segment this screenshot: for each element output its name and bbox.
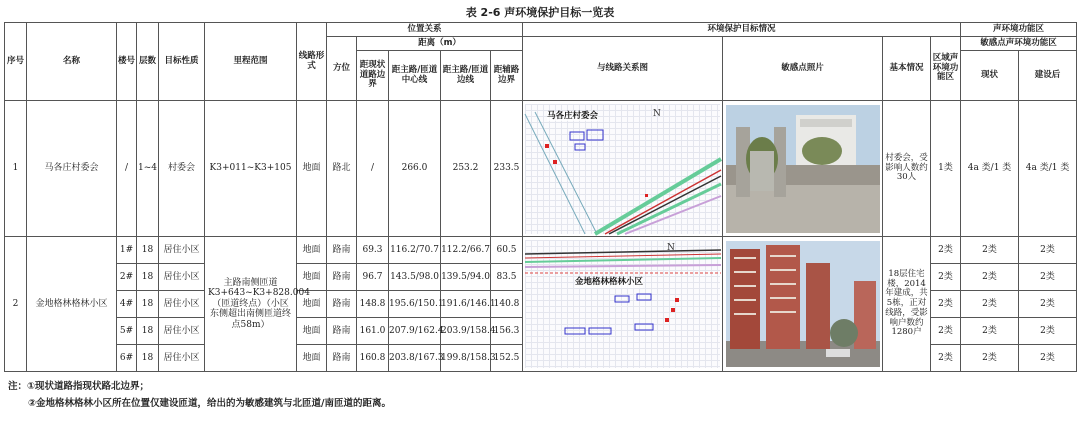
relation-map-cell — [523, 101, 723, 237]
cell-d1: 160.8 — [357, 345, 389, 372]
protection-target-table — [4, 22, 1077, 372]
cell-d3: 139.5/94.0 — [441, 264, 491, 291]
cell-current: 2类 — [961, 318, 1019, 345]
cell-building: 2# — [117, 264, 137, 291]
relation-map-image — [525, 240, 720, 368]
map-label: 金地格林格林小区 — [575, 277, 644, 287]
cell-nature: 居住小区 — [159, 264, 205, 291]
cell-d2: 116.2/70.7 — [389, 237, 441, 264]
cell-zone: 1类 — [931, 101, 961, 237]
cell-direction: 路南 — [327, 237, 357, 264]
table-title: 表 2-6 声环境保护目标一览表 — [465, 6, 615, 19]
header-env-group: 环境保护目标情况 — [523, 23, 961, 37]
cell-floors: 18 — [137, 237, 159, 264]
cell-seq: 1 — [5, 101, 27, 237]
header-d2: 距主路/匝道中心线 — [389, 51, 441, 101]
cell-after: 2类 — [1019, 345, 1077, 372]
cell-d1: 161.0 — [357, 318, 389, 345]
header-road-form: 线路形式 — [297, 23, 327, 101]
header-building: 楼号 — [117, 23, 137, 101]
cell-zone: 2类 — [931, 264, 961, 291]
cell-after: 2类 — [1019, 291, 1077, 318]
cell-d1: 148.8 — [357, 291, 389, 318]
cell-nature: 居住小区 — [159, 345, 205, 372]
cell-direction: 路北 — [327, 101, 357, 237]
cell-floors: 1~4 — [137, 101, 159, 237]
relation-map-image — [525, 104, 720, 234]
cell-basic: 村委会，受影响人数约30人 — [883, 101, 931, 237]
cell-building: 6# — [117, 345, 137, 372]
cell-building: 5# — [117, 318, 137, 345]
header-name: 名称 — [27, 23, 117, 101]
header-func-group: 声环境功能区 — [961, 23, 1077, 37]
photo-cell — [723, 237, 883, 372]
cell-nature: 居住小区 — [159, 237, 205, 264]
header-d1: 距现状道路边界 — [357, 51, 389, 101]
header-photo: 敏感点照片 — [723, 37, 883, 101]
cell-d4: 156.3 — [491, 318, 523, 345]
cell-d1: 96.7 — [357, 264, 389, 291]
road-alignment-drawing — [525, 240, 721, 368]
header-current: 现状 — [961, 51, 1019, 101]
cell-building: 1# — [117, 237, 137, 264]
map-label: 马各庄村委会 — [547, 110, 599, 121]
cell-d1: 69.3 — [357, 237, 389, 264]
cell-zone: 2类 — [931, 345, 961, 372]
cell-floors: 18 — [137, 264, 159, 291]
table-notes — [8, 378, 391, 412]
cell-basic: 18层住宅楼，2014年建成，共5栋，正对线路，受影响户数约1280户 — [883, 237, 931, 372]
cell-road-form: 地面 — [297, 318, 327, 345]
cell-d4: 152.5 — [491, 345, 523, 372]
cell-direction: 路南 — [327, 264, 357, 291]
road-alignment-drawing — [525, 104, 721, 234]
cell-d4: 140.8 — [491, 291, 523, 318]
header-position-group: 位置关系 — [327, 23, 523, 37]
photo-cell — [723, 101, 883, 237]
header-seq: 序号 — [5, 23, 27, 101]
relation-map-cell — [523, 237, 723, 372]
cell-d2: 203.8/167.3 — [389, 345, 441, 372]
header-zone: 区域声环境功能区 — [931, 37, 961, 101]
cell-d4: 60.5 — [491, 237, 523, 264]
svg-text:N: N — [653, 108, 661, 119]
header-relation-map: 与线路关系图 — [523, 37, 723, 101]
note-2: ②金地格林格林小区所在位置仅建设匝道，给出的为敏感建筑与北匝道/南匝道的距离。 — [28, 398, 392, 409]
header-after: 建设后 — [1019, 51, 1077, 101]
cell-road-form: 地面 — [297, 291, 327, 318]
cell-direction: 路南 — [327, 318, 357, 345]
table-row — [5, 237, 1077, 264]
cell-range: 主路南侧匝道 K3+643~K3+828.004（匝道终点）（小区东侧超出南侧匝道终点58m） — [205, 237, 297, 372]
cell-after: 2类 — [1019, 237, 1077, 264]
cell-current: 2类 — [961, 264, 1019, 291]
cell-road-form: 地面 — [297, 264, 327, 291]
cell-d4: 83.5 — [491, 264, 523, 291]
cell-zone: 2类 — [931, 237, 961, 264]
cell-direction: 路南 — [327, 345, 357, 372]
cell-d2: 195.6/150.1 — [389, 291, 441, 318]
svg-text:N: N — [667, 243, 675, 253]
cell-d3: 199.8/158.3 — [441, 345, 491, 372]
sensitive-point-photo — [726, 241, 879, 367]
cell-name: 金地格林格林小区 — [27, 237, 117, 372]
cell-floors: 18 — [137, 345, 159, 372]
cell-current: 2类 — [961, 345, 1019, 372]
cell-after: 4a 类/1 类 — [1019, 101, 1077, 237]
header-d4: 距辅路边界 — [491, 51, 523, 101]
cell-d2: 266.0 — [389, 101, 441, 237]
header-d3: 距主路/匝道边线 — [441, 51, 491, 101]
cell-d2: 143.5/98.0 — [389, 264, 441, 291]
cell-road-form: 地面 — [297, 101, 327, 237]
cell-building: / — [117, 101, 137, 237]
header-floors: 层数 — [137, 23, 159, 101]
cell-zone: 2类 — [931, 318, 961, 345]
header-direction: 方位 — [327, 37, 357, 101]
cell-building: 4# — [117, 291, 137, 318]
cell-d2: 207.9/162.4 — [389, 318, 441, 345]
cell-direction: 路南 — [327, 291, 357, 318]
cell-current: 2类 — [961, 237, 1019, 264]
cell-floors: 18 — [137, 318, 159, 345]
cell-d4: 233.5 — [491, 101, 523, 237]
header-nature: 目标性质 — [159, 23, 205, 101]
cell-zone: 2类 — [931, 291, 961, 318]
cell-after: 2类 — [1019, 318, 1077, 345]
table-row — [5, 101, 1077, 237]
header-basic: 基本情况 — [883, 37, 931, 101]
cell-floors: 18 — [137, 291, 159, 318]
cell-nature: 村委会 — [159, 101, 205, 237]
header-range: 里程范围 — [205, 23, 297, 101]
cell-d3: 112.2/66.7 — [441, 237, 491, 264]
cell-road-form: 地面 — [297, 345, 327, 372]
header-distance-group: 距离（m） — [357, 37, 523, 51]
cell-current: 4a 类/1 类 — [961, 101, 1019, 237]
cell-d3: 191.6/146.1 — [441, 291, 491, 318]
cell-range: K3+011~K3+105 — [205, 101, 297, 237]
header-sub-group: 敏感点声环境功能区 — [961, 37, 1077, 51]
cell-current: 2类 — [961, 291, 1019, 318]
cell-name: 马各庄村委会 — [27, 101, 117, 237]
cell-seq: 2 — [5, 237, 27, 372]
cell-d3: 203.9/158.4 — [441, 318, 491, 345]
cell-d1: / — [357, 101, 389, 237]
sensitive-point-photo — [726, 105, 879, 233]
cell-road-form: 地面 — [297, 237, 327, 264]
cell-d3: 253.2 — [441, 101, 491, 237]
cell-nature: 居住小区 — [159, 291, 205, 318]
note-1: 注：①现状道路指现状路北边界； — [8, 381, 150, 392]
cell-nature: 居住小区 — [159, 318, 205, 345]
cell-after: 2类 — [1019, 264, 1077, 291]
